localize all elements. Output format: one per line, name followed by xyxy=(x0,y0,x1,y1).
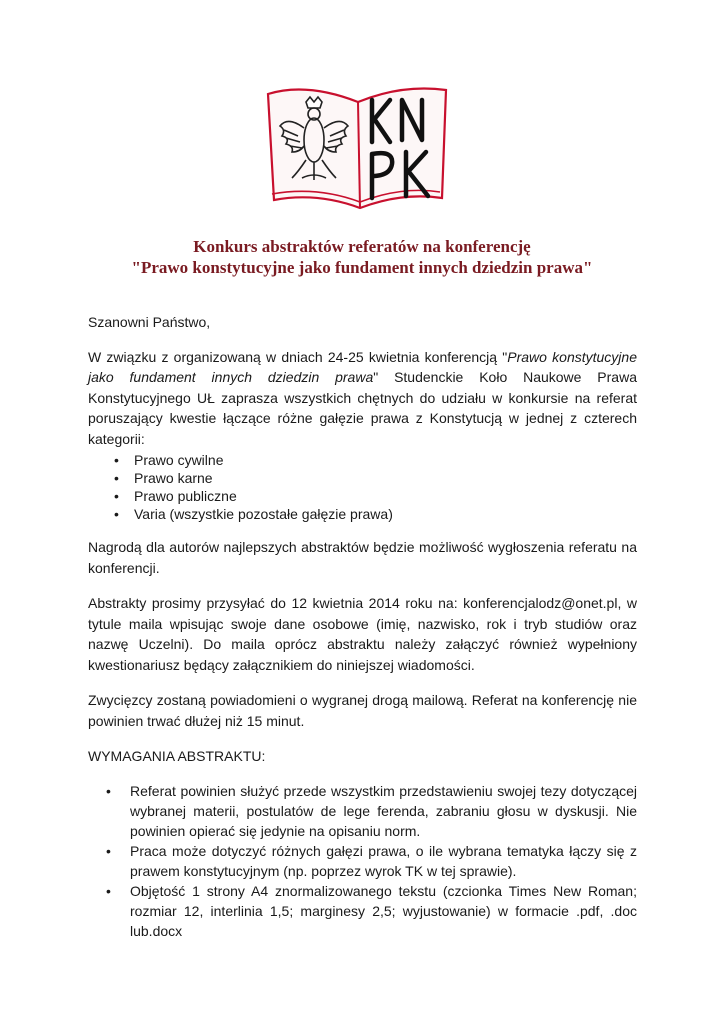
requirement-text: Referat powinien służyć przede wszystkim przedstawieniu swojej tezy dotyczącej wybranej materii, postulatów de lege ferenda, zabraniu głosu w dyskusji. Nie powinien opierać się jedynie na opisaniu norm. xyxy=(130,782,637,839)
intro-paragraph xyxy=(88,347,637,450)
requirements-heading: WYMAGANIA ABSTRAKTU: xyxy=(88,748,266,764)
salutation: Szanowni Państwo, xyxy=(88,314,211,330)
title-line-1: Konkurs abstraktów referatów na konferencję xyxy=(193,237,531,256)
polish-eagle-open-book-logo-icon xyxy=(262,80,450,210)
requirement-text: Objętość 1 strony A4 znormalizowanego tekstu (czcionka Times New Roman; rozmiar 12, interlinia 1,5; marginesy 2,5; wyjustowanie) w formacie .pdf, .doc lub.docx xyxy=(130,882,637,939)
list-item xyxy=(88,505,637,523)
category-label: Varia (wszystkie pozostałe gałęzie prawa) xyxy=(134,506,393,522)
submission-paragraph: Abstrakty prosimy przysyłać do 12 kwietnia 2014 roku na: konferencjalodz@onet.pl, w tytule maila wpisując swoje dane osobowe (imię, nazwisko, rok i tryb studiów oraz nazwę Uczelni). Do maila oprócz abstraktu należy załączyć również wypełniony kwestionariusz będący załącznikiem do niniejszej wiadomości. xyxy=(88,595,637,673)
conference-title-italic: Prawo konstytucyjne jako fundament innych dziedzin prawa xyxy=(88,348,637,385)
intro-part-1: W związku z organizowaną w dniach 24-25 kwietnia konferencją " xyxy=(88,348,508,365)
bullet: • xyxy=(114,488,119,504)
requirements-list xyxy=(88,781,637,941)
category-label: Prawo publiczne xyxy=(134,488,237,504)
list-item xyxy=(88,451,637,469)
page-title xyxy=(0,236,724,278)
bullet: • xyxy=(114,506,119,522)
winners-paragraph: Zwycięzcy zostaną powiadomieni o wygranej drogą mailową. Referat na konferencję nie powinien trwać dłużej niż 15 minut. xyxy=(88,692,637,729)
intro-part-2: " Studenckie Koło Naukowe Prawa Konstytucyjnego UŁ zaprasza wszystkich chętnych do udziału w konkursie na referat poruszający kwestie łączące różne gałęzie prawa z Konstytucją w jednej z czterech kategorii: xyxy=(88,369,637,447)
category-label: Prawo cywilne xyxy=(134,452,224,468)
category-label: Prawo karne xyxy=(134,470,213,486)
bullet: • xyxy=(106,842,111,859)
knpk-logo xyxy=(262,80,450,210)
letter-body xyxy=(88,312,637,941)
list-item xyxy=(88,487,637,505)
bullet: • xyxy=(114,452,119,468)
list-item xyxy=(88,881,637,941)
list-item xyxy=(88,781,637,841)
list-item xyxy=(88,469,637,487)
bullet: • xyxy=(106,782,111,799)
category-list xyxy=(88,451,637,523)
requirement-text: Praca może dotyczyć różnych gałęzi prawa, o ile wybrana tematyka łączy się z prawem konstytucyjnym (np. poprzez wyrok TK w tej sprawie). xyxy=(130,842,637,879)
title-line-2: "Prawo konstytucyjne jako fundament innych dziedzin prawa" xyxy=(131,258,593,277)
bullet: • xyxy=(114,470,119,486)
list-item xyxy=(88,841,637,881)
prize-paragraph: Nagrodą dla autorów najlepszych abstraktów będzie możliwość wygłoszenia referatu na konferencji. xyxy=(88,539,637,576)
bullet: • xyxy=(106,882,111,899)
